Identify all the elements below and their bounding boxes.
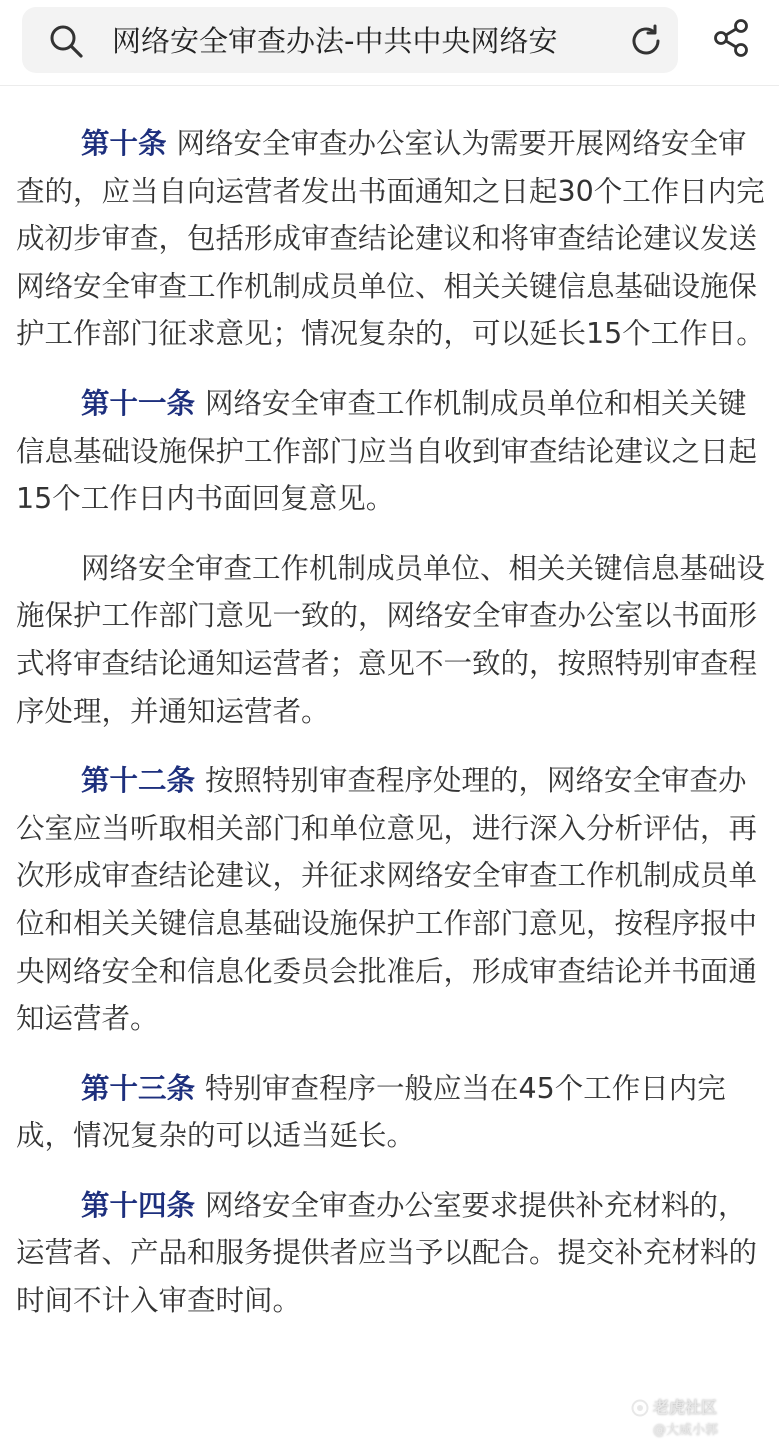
article-paragraph bbox=[16, 757, 768, 1043]
watermark-brand: 老虎社区 bbox=[653, 1398, 718, 1417]
address-search-bar[interactable] bbox=[22, 7, 678, 73]
article-paragraph bbox=[16, 545, 768, 735]
article-number: 第十二条 bbox=[81, 764, 196, 798]
article-number: 第十四条 bbox=[81, 1188, 196, 1222]
watermark bbox=[629, 1399, 769, 1443]
article-number: 第十条 bbox=[81, 127, 167, 160]
paragraph-text: 特别审查程序一般应当在45个工作日内完成，情况复杂的可以适当延长。 bbox=[16, 1071, 726, 1153]
share-icon[interactable] bbox=[712, 18, 750, 58]
paragraph-text: 按照特别审查程序处理的，网络安全审查办公室应当听取相关部门和单位意见，进行深入分析评估，再次形成审查结论建议，并征求网络安全审查工作机制成员单位和相关关键信息基础设施保护工作部门意见，按程序报中央网络安全和信息化委员会批准后，形成审查结论并书面通知运营者。 bbox=[16, 764, 758, 1036]
article-paragraph bbox=[16, 380, 768, 523]
top-bar bbox=[0, 0, 779, 86]
paragraph-text: 网络安全审查工作机制成员单位和相关关键信息基础设施保护工作部门应当自收到审查结论建议之日起15个工作日内书面回复意见。 bbox=[16, 386, 758, 516]
article-paragraph bbox=[16, 120, 768, 358]
tiger-community-logo-icon bbox=[631, 1399, 649, 1417]
article-paragraph bbox=[16, 1182, 768, 1325]
article-body bbox=[16, 120, 768, 1347]
article-number: 第十三条 bbox=[81, 1071, 196, 1105]
paragraph-text: 网络安全审查办公室要求提供补充材料的，运营者、产品和服务提供者应当予以配合。提交补充材料的时间不计入审查时间。 bbox=[16, 1188, 758, 1318]
watermark-user: @大威小郭 bbox=[653, 1423, 719, 1438]
article-paragraph bbox=[16, 1065, 768, 1160]
article-number: 第十一条 bbox=[81, 386, 196, 420]
search-query-text[interactable]: 网络安全审查办法-中共中央网络安 bbox=[112, 24, 558, 58]
paragraph-text: 网络安全审查办公室认为需要开展网络安全审查的，应当自向运营者发出书面通知之日起30个工作日内完成初步审查，包括形成审查结论建议和将审查结论建议发送网络安全审查工作机制成员单位、相关关键信息基础设施保护工作部门征求意见；情况复杂的，可以延长15个工作日。 bbox=[16, 127, 765, 351]
paragraph-text: 网络安全审查工作机制成员单位、相关关键信息基础设施保护工作部门意见一致的，网络安全审查办公室以书面形式将审查结论通知运营者；意见不一致的，按照特别审查程序处理，并通知运营者。 bbox=[16, 551, 766, 728]
search-icon[interactable] bbox=[48, 23, 84, 59]
reload-icon[interactable] bbox=[628, 23, 664, 59]
